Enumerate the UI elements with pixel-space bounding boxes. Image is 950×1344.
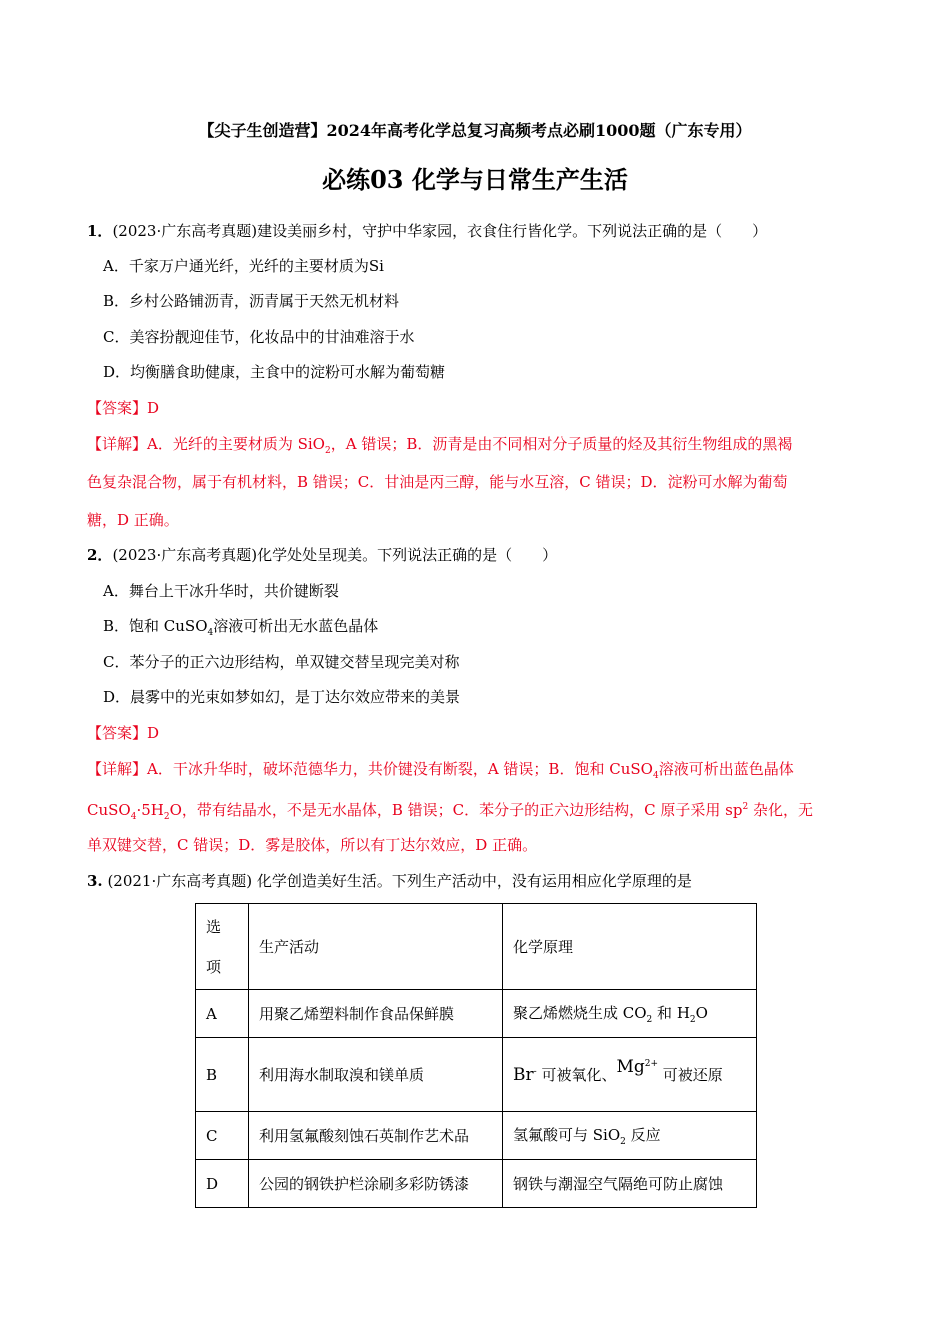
q2-number: 2． xyxy=(87,546,113,564)
q2-detail-text: 杂化，无 xyxy=(748,801,813,819)
cell-text: 氢氟酸可与 SiO xyxy=(513,1126,621,1144)
header-option-text: 选 xyxy=(206,917,222,936)
q1-stem-text: (2023·广东高考真题)建设美丽乡村，守护中华家园，衣食住行皆化学。下列说法正确的是（ ） xyxy=(112,222,768,240)
q3-stem-text: (2021·广东高考真题) 化学创造美好生活。下列生产活动中，没有运用相应化学原理的是 xyxy=(102,872,692,890)
header-option-text: 项 xyxy=(206,957,222,976)
ion-bromide: Br xyxy=(513,1065,534,1085)
q1-detail-line2: 色复杂混合物，属于有机材料，B 错误；C．甘油是丙三醇，能与水互溶，C 错误；D．淀粉可水解为葡萄 xyxy=(87,473,788,491)
cell-text: 可被还原 xyxy=(658,1066,723,1084)
table-cell xyxy=(503,1038,757,1112)
table-cell: 生产活动 xyxy=(249,904,503,990)
table-cell: 利用氢氟酸刻蚀石英制作艺术品 xyxy=(249,1112,503,1160)
table-cell: B xyxy=(196,1038,249,1112)
q3-choices-table xyxy=(195,903,757,1208)
table-cell xyxy=(503,990,757,1038)
q2-option-a: A．舞台上干冰升华时，共价键断裂 xyxy=(103,582,339,600)
q1-option-c: C．美容扮靓迎佳节，化妆品中的甘油难溶于水 xyxy=(103,328,415,346)
q2-detail-sub: 2 xyxy=(163,812,170,822)
table-cell: 利用海水制取溴和镁单质 xyxy=(249,1038,503,1112)
q2-detail-text: ·5H xyxy=(136,801,164,819)
ion-magnesium: Mg xyxy=(616,1057,645,1077)
table-cell xyxy=(196,904,249,990)
q2-stem-text: (2023·广东高考真题)化学处处呈现美。下列说法正确的是（ ） xyxy=(112,546,558,564)
q3-stem xyxy=(87,871,692,891)
q2-option-b xyxy=(103,616,378,643)
q1-number: 1． xyxy=(87,222,113,240)
q2-detail-text: 溶液可析出蓝色晶体 xyxy=(658,760,794,778)
q1-detail-text: ，A 错误；B．沥青是由不同相对分子质量的烃及其衍生物组成的黑褐 xyxy=(330,435,793,453)
table-row xyxy=(196,1038,757,1112)
q2-detail-text: CuSO xyxy=(87,801,131,819)
q2-detail-text: 【详解】A．干冰升华时，破坏范德华力，共价键没有断裂，A 错误；B．饱和 CuSO xyxy=(87,760,653,778)
q2-option-c: C．苯分子的正六边形结构，单双键交替呈现完美对称 xyxy=(103,653,460,671)
q2-detail-line1 xyxy=(87,759,794,786)
q1-option-a xyxy=(103,256,384,276)
q2-detail-sup: 2 xyxy=(742,802,749,812)
table-cell: 用聚乙烯塑料制作食品保鲜膜 xyxy=(249,990,503,1038)
table-row xyxy=(196,1112,757,1160)
q1-option-a-text: A．千家万户通光纤，光纤的主要材质为 xyxy=(103,257,369,275)
q1-detail-text: 【详解】A．光纤的主要材质为 SiO xyxy=(87,435,325,453)
cell-text: 和 H xyxy=(652,1004,690,1022)
q2-option-b-text: 溶液可析出无水蓝色晶体 xyxy=(213,617,379,635)
q3-number: 3. xyxy=(87,872,103,890)
q1-detail-line3: 糖，D 正确。 xyxy=(87,511,179,529)
cell-text: 可被氧化、 xyxy=(536,1066,617,1084)
cell-sub: 2 xyxy=(620,1137,626,1147)
q2-option-b-sub: 4 xyxy=(207,628,214,638)
table-cell: 钢铁与潮湿空气隔绝可防止腐蚀 xyxy=(503,1160,757,1208)
table-header-row xyxy=(196,904,757,990)
q2-detail-sub: 4 xyxy=(130,812,137,822)
cell-text: 反应 xyxy=(625,1126,661,1144)
q2-detail-text: O，带有结晶水，不是无水晶体，B 错误；C．苯分子的正六边形结构，C 原子采用 sp xyxy=(169,801,743,819)
document-title: 必练03 化学与日常生产生活 xyxy=(322,165,628,194)
q1-answer: 【答案】D xyxy=(87,399,160,417)
cell-sub: 2 xyxy=(646,1015,653,1025)
q2-detail-line2 xyxy=(87,797,813,827)
q2-option-d: D．晨雾中的光束如梦如幻，是丁达尔效应带来的美景 xyxy=(103,688,461,706)
table-row xyxy=(196,990,757,1038)
table-cell: D xyxy=(196,1160,249,1208)
cell-text: 聚乙烯燃烧生成 CO xyxy=(513,1004,647,1022)
q1-detail-sub: 2 xyxy=(324,446,331,456)
table-cell xyxy=(503,1112,757,1160)
q2-answer: 【答案】D xyxy=(87,724,160,742)
q1-option-d: D．均衡膳食助健康，主食中的淀粉可水解为葡萄糖 xyxy=(103,363,446,381)
q2-detail-sub: 4 xyxy=(652,771,659,781)
table-cell: C xyxy=(196,1112,249,1160)
table-cell: A xyxy=(196,990,249,1038)
cell-text: O xyxy=(695,1004,708,1022)
q2-detail-line3: 单双键交替，C 错误；D．雾是胶体，所以有丁达尔效应，D 正确。 xyxy=(87,836,538,854)
cell-sub: 2 xyxy=(689,1015,696,1025)
q1-detail-line1 xyxy=(87,434,792,461)
table-row xyxy=(196,1160,757,1208)
ion-charge: - xyxy=(533,1067,537,1077)
document-header: 【尖子生创造营】2024年高考化学总复习高频考点必刷1000题（广东专用） xyxy=(198,121,752,140)
q1-stem xyxy=(87,221,767,241)
q1-option-a-chem: Si xyxy=(368,257,384,275)
table-cell: 公园的钢铁护栏涂刷多彩防锈漆 xyxy=(249,1160,503,1208)
q2-option-b-text: B．饱和 CuSO xyxy=(103,617,208,635)
q2-stem xyxy=(87,545,557,565)
ion-charge: 2+ xyxy=(644,1059,659,1069)
q1-option-b: B．乡村公路铺沥青，沥青属于天然无机材料 xyxy=(103,292,400,310)
table-cell: 化学原理 xyxy=(503,904,757,990)
